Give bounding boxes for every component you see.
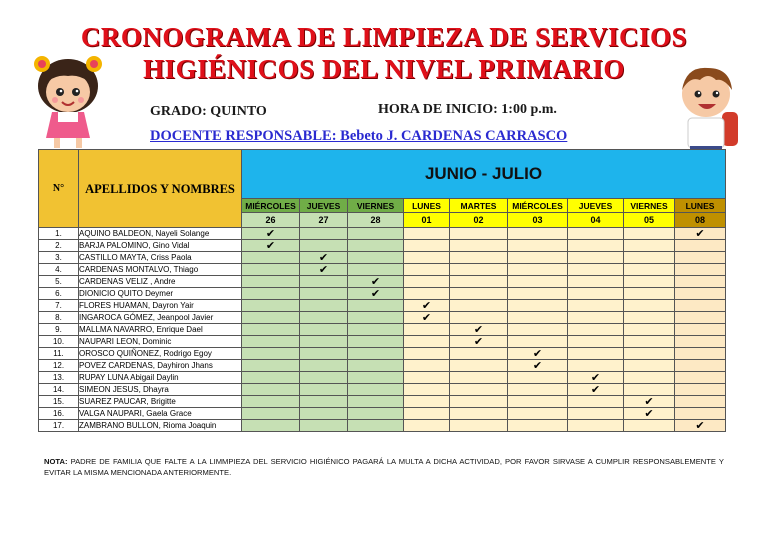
table-row [39, 372, 726, 384]
check-mark-icon: ✔ [300, 264, 348, 276]
row-number: 17. [39, 420, 79, 432]
note-label: NOTA: [44, 457, 68, 466]
schedule-cell [300, 276, 348, 288]
date-header-7: 05 [624, 213, 675, 228]
header-names: APELLIDOS Y NOMBRES [79, 150, 242, 228]
schedule-cell [300, 396, 348, 408]
schedule-cell [242, 336, 300, 348]
schedule-cell [568, 324, 624, 336]
schedule-cell [300, 288, 348, 300]
schedule-table [38, 149, 726, 432]
schedule-cell [348, 384, 404, 396]
row-number: 9. [39, 324, 79, 336]
student-name: NAUPARI LEON, Dominic [79, 336, 242, 348]
schedule-cell [675, 240, 726, 252]
row-number: 12. [39, 360, 79, 372]
schedule-cell [300, 228, 348, 240]
schedule-cell [300, 336, 348, 348]
schedule-cell [348, 312, 404, 324]
schedule-cell [300, 324, 348, 336]
schedule-cell [675, 396, 726, 408]
student-name: MALLMA NAVARRO, Enrique Dael [79, 324, 242, 336]
schedule-cell [675, 324, 726, 336]
schedule-cell [508, 396, 568, 408]
schedule-cell [624, 324, 675, 336]
date-header-0: 26 [242, 213, 300, 228]
schedule-cell [242, 288, 300, 300]
day-header-2: VIERNES [348, 199, 404, 213]
student-name: SUAREZ PAUCAR, Brigitte [79, 396, 242, 408]
schedule-cell [242, 408, 300, 420]
schedule-cell [404, 336, 450, 348]
schedule-cell [624, 288, 675, 300]
note-text: PADRE DE FAMILIA QUE FALTE A LA LIMMPIEZA DEL SERVICIO HIGIÉNICO PAGARÁ LA MULTA A DICHA ACTIVIDAD, POR FAVOR SIRVASE A CUMPLIR RESPONSABLEMENTE Y EVITAR LA MISMA MENCIONADA ANTERIORMENTE. [44, 457, 724, 477]
table-row [39, 300, 726, 312]
check-mark-icon: ✔ [450, 336, 508, 348]
row-number: 10. [39, 336, 79, 348]
student-name: CARDENAS MONTALVO, Thiago [79, 264, 242, 276]
student-name: FLORES HUAMAN, Dayron Yair [79, 300, 242, 312]
schedule-cell [300, 384, 348, 396]
schedule-cell [242, 372, 300, 384]
student-name: POVEZ CARDENAS, Dayhiron Jhans [79, 360, 242, 372]
schedule-cell [508, 312, 568, 324]
schedule-cell [568, 348, 624, 360]
schedule-cell [404, 420, 450, 432]
schedule-cell [450, 372, 508, 384]
schedule-cell [508, 288, 568, 300]
schedule-cell [624, 384, 675, 396]
schedule-cell [508, 264, 568, 276]
schedule-cell [300, 372, 348, 384]
schedule-cell [300, 312, 348, 324]
table-row [39, 336, 726, 348]
schedule-cell [624, 336, 675, 348]
day-header-6: JUEVES [568, 199, 624, 213]
table-row [39, 264, 726, 276]
schedule-cell [404, 276, 450, 288]
schedule-cell [242, 276, 300, 288]
schedule-cell [675, 252, 726, 264]
schedule-cell [450, 300, 508, 312]
schedule-cell [624, 312, 675, 324]
schedule-cell [348, 252, 404, 264]
schedule-cell [348, 372, 404, 384]
schedule-cell [675, 408, 726, 420]
table-row [39, 288, 726, 300]
student-name: AQUINO BALDEON, Nayeli Solange [79, 228, 242, 240]
check-mark-icon: ✔ [624, 396, 675, 408]
schedule-cell [568, 240, 624, 252]
schedule-cell [348, 420, 404, 432]
schedule-cell [624, 264, 675, 276]
schedule-cell [508, 420, 568, 432]
schedule-cell [508, 408, 568, 420]
schedule-cell [404, 384, 450, 396]
schedule-cell [568, 336, 624, 348]
row-number: 8. [39, 312, 79, 324]
table-row [39, 276, 726, 288]
schedule-cell [568, 288, 624, 300]
schedule-cell [624, 420, 675, 432]
schedule-cell [242, 252, 300, 264]
schedule-cell [624, 348, 675, 360]
schedule-cell [568, 396, 624, 408]
table-row [39, 252, 726, 264]
check-mark-icon: ✔ [348, 288, 404, 300]
table-row [39, 312, 726, 324]
day-header-0: MIÉRCOLES [242, 199, 300, 213]
schedule-cell [675, 288, 726, 300]
schedule-cell [348, 336, 404, 348]
schedule-cell [675, 384, 726, 396]
check-mark-icon: ✔ [624, 408, 675, 420]
schedule-cell [568, 408, 624, 420]
schedule-cell [300, 360, 348, 372]
schedule-cell [450, 348, 508, 360]
table-row [39, 228, 726, 240]
student-name: CASTILLO MAYTA, Criss Paola [79, 252, 242, 264]
schedule-cell [404, 264, 450, 276]
schedule-cell [450, 360, 508, 372]
student-name: INGAROCA GÓMEZ, Jeanpool Javier [79, 312, 242, 324]
schedule-cell [242, 312, 300, 324]
table-row [39, 360, 726, 372]
student-name: OROSCO QUIÑONEZ, Rodrigo Egoy [79, 348, 242, 360]
schedule-cell [348, 240, 404, 252]
schedule-cell [242, 300, 300, 312]
schedule-cell [348, 360, 404, 372]
check-mark-icon: ✔ [675, 228, 726, 240]
table-row [39, 396, 726, 408]
day-header-8: LUNES [675, 199, 726, 213]
schedule-cell [404, 396, 450, 408]
schedule-cell [624, 252, 675, 264]
note [44, 456, 724, 478]
row-number: 11. [39, 348, 79, 360]
day-header-4: MARTES [450, 199, 508, 213]
date-header-1: 27 [300, 213, 348, 228]
schedule-cell [568, 360, 624, 372]
day-header-7: VIERNES [624, 199, 675, 213]
schedule-cell [450, 264, 508, 276]
check-mark-icon: ✔ [404, 312, 450, 324]
schedule-cell [404, 372, 450, 384]
day-header-1: JUEVES [300, 199, 348, 213]
row-number: 16. [39, 408, 79, 420]
schedule-cell [300, 420, 348, 432]
schedule-cell [624, 240, 675, 252]
girl-cartoon-icon [28, 52, 108, 150]
check-mark-icon: ✔ [508, 348, 568, 360]
header-month: JUNIO - JULIO [242, 150, 726, 199]
table-row [39, 408, 726, 420]
schedule-cell [624, 372, 675, 384]
schedule-cell [242, 396, 300, 408]
table-row [39, 348, 726, 360]
date-header-8: 08 [675, 213, 726, 228]
schedule-cell [450, 228, 508, 240]
schedule-cell [675, 264, 726, 276]
schedule-cell [348, 300, 404, 312]
date-header-2: 28 [348, 213, 404, 228]
schedule-cell [300, 408, 348, 420]
date-header-3: 01 [404, 213, 450, 228]
schedule-cell [675, 276, 726, 288]
student-name: RUPAY LUNA Abigail Daylin [79, 372, 242, 384]
date-header-4: 02 [450, 213, 508, 228]
schedule-cell [450, 240, 508, 252]
check-mark-icon: ✔ [450, 324, 508, 336]
schedule-cell [404, 228, 450, 240]
schedule-cell [624, 300, 675, 312]
schedule-cell [242, 264, 300, 276]
schedule-cell [300, 300, 348, 312]
student-name: VALGA NAUPARI, Gaela Grace [79, 408, 242, 420]
row-number: 4. [39, 264, 79, 276]
title-line-2: HIGIÉNICOS DEL NIVEL PRIMARIO [143, 54, 625, 84]
schedule-cell [508, 252, 568, 264]
schedule-cell [348, 408, 404, 420]
check-mark-icon: ✔ [675, 420, 726, 432]
grado-label: GRADO: QUINTO [150, 104, 267, 119]
check-mark-icon: ✔ [300, 252, 348, 264]
date-header-5: 03 [508, 213, 568, 228]
row-number: 14. [39, 384, 79, 396]
schedule-cell [508, 300, 568, 312]
student-name: DIONICIO QUITO Deymer [79, 288, 242, 300]
schedule-cell [242, 360, 300, 372]
schedule-cell [568, 276, 624, 288]
schedule-cell [450, 384, 508, 396]
schedule-cell [300, 348, 348, 360]
schedule-cell [404, 288, 450, 300]
schedule-cell [348, 264, 404, 276]
hora-label: HORA DE INICIO: 1:00 p.m. [378, 102, 557, 117]
row-number: 13. [39, 372, 79, 384]
schedule-cell [624, 276, 675, 288]
schedule-cell [404, 324, 450, 336]
schedule-cell [508, 336, 568, 348]
schedule-cell [675, 348, 726, 360]
schedule-cell [348, 348, 404, 360]
schedule-cell [508, 276, 568, 288]
schedule-cell [348, 396, 404, 408]
title-line-1: CRONOGRAMA DE LIMPIEZA DE SERVICIOS [80, 22, 688, 52]
schedule-cell [675, 372, 726, 384]
schedule-cell [568, 228, 624, 240]
schedule-cell [568, 420, 624, 432]
schedule-cell [404, 240, 450, 252]
schedule-cell [242, 324, 300, 336]
schedule-cell [450, 312, 508, 324]
check-mark-icon: ✔ [508, 360, 568, 372]
table-row [39, 240, 726, 252]
schedule-cell [675, 312, 726, 324]
row-number: 3. [39, 252, 79, 264]
table-row [39, 324, 726, 336]
student-name: ZAMBRANO BULLON, Rioma Joaquin [79, 420, 242, 432]
schedule-cell [624, 228, 675, 240]
row-number: 15. [39, 396, 79, 408]
schedule-cell [450, 408, 508, 420]
schedule-cell [404, 348, 450, 360]
schedule-cell [675, 300, 726, 312]
date-header-6: 04 [568, 213, 624, 228]
schedule-cell [508, 384, 568, 396]
schedule-cell [450, 276, 508, 288]
schedule-cell [568, 300, 624, 312]
schedule-cell [624, 360, 675, 372]
schedule-cell [404, 408, 450, 420]
row-number: 2. [39, 240, 79, 252]
schedule-cell [508, 240, 568, 252]
check-mark-icon: ✔ [242, 240, 300, 252]
row-number: 6. [39, 288, 79, 300]
check-mark-icon: ✔ [242, 228, 300, 240]
schedule-cell [404, 360, 450, 372]
schedule-cell [508, 372, 568, 384]
student-name: SIMEON JESUS, Dhayra [79, 384, 242, 396]
schedule-cell [508, 324, 568, 336]
check-mark-icon: ✔ [568, 372, 624, 384]
row-number: 1. [39, 228, 79, 240]
day-header-5: MIÉRCOLES [508, 199, 568, 213]
day-header-3: LUNES [404, 199, 450, 213]
student-name: BARJA PALOMINO, Gino Vidal [79, 240, 242, 252]
schedule-cell [450, 396, 508, 408]
schedule-cell [450, 288, 508, 300]
check-mark-icon: ✔ [348, 276, 404, 288]
schedule-cell [675, 360, 726, 372]
check-mark-icon: ✔ [568, 384, 624, 396]
row-number: 5. [39, 276, 79, 288]
student-name: CARDENAS VELIZ , Andre [79, 276, 242, 288]
table-row [39, 384, 726, 396]
schedule-cell [242, 384, 300, 396]
docente-label: DOCENTE RESPONSABLE: Bebeto J. CARDENAS CARRASCO [150, 128, 568, 144]
schedule-cell [242, 420, 300, 432]
schedule-cell [675, 336, 726, 348]
schedule-cell [242, 348, 300, 360]
check-mark-icon: ✔ [404, 300, 450, 312]
schedule-cell [508, 228, 568, 240]
schedule-cell [568, 252, 624, 264]
schedule-cell [568, 264, 624, 276]
schedule-cell [568, 312, 624, 324]
schedule-cell [450, 420, 508, 432]
row-number: 7. [39, 300, 79, 312]
schedule-cell [450, 252, 508, 264]
header-number: N° [39, 150, 79, 228]
schedule-cell [348, 228, 404, 240]
schedule-cell [348, 324, 404, 336]
schedule-cell [404, 252, 450, 264]
schedule-cell [300, 240, 348, 252]
table-row [39, 420, 726, 432]
